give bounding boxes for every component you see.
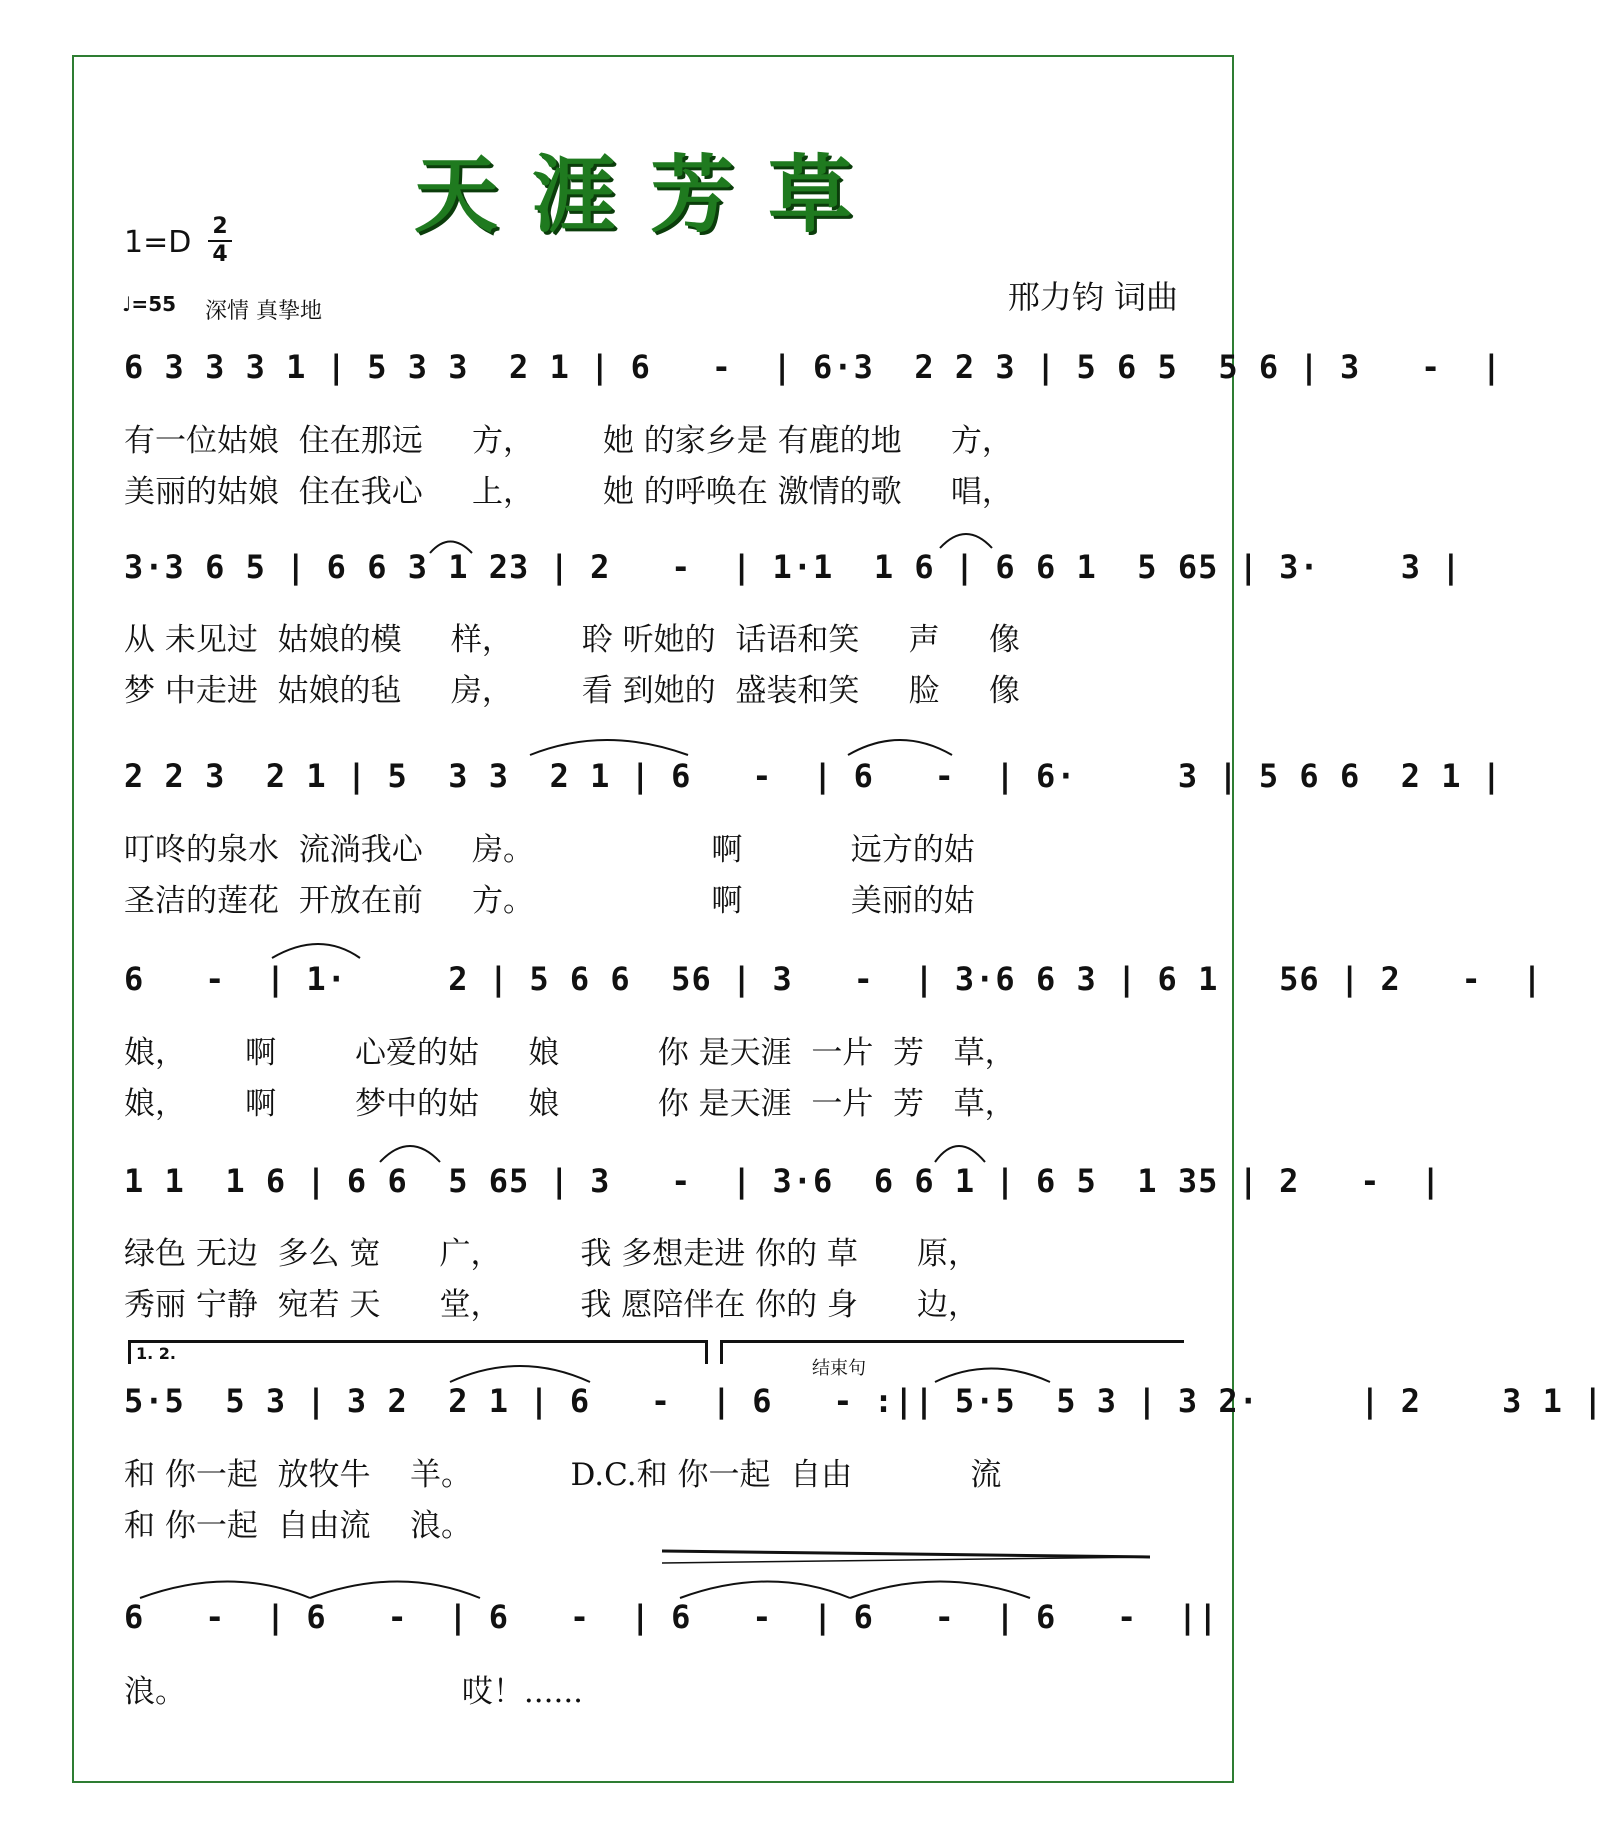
notation-line-2: 3·3 6 5 | 6 6 3 1 23 | 2 - | 1·1 1 6 | 6 6 1 5 65 | 3· 3 | (124, 548, 1462, 586)
slur (380, 1146, 440, 1162)
lyric-line-2-verse-2: 梦 中走进 姑娘的毡 房， 看 到她的 盛装和笑 脸 像 (124, 673, 1020, 709)
notation-line-3: 2 2 3 2 1 | 5 3 3 2 1 | 6 - | 6 - | 6· 3 | 5 6 6 2 1 | (124, 757, 1503, 795)
lyric-line-6-verse-1: 和 你一起 放牧牛 羊。 D.C.和 你一起 自由 流 (124, 1457, 1002, 1493)
expression-mark: 深情 真挚地 (205, 299, 322, 324)
lyric-line-1-verse-2: 美丽的姑娘 住在我心 上， 她 的呼唤在 激情的歌 唱， (124, 474, 1013, 510)
song-title: 天涯芳草 (413, 146, 886, 244)
slur (940, 534, 992, 548)
lyric-line-1-verse-1: 有一位姑娘 住在那远 方， 她 的家乡是 有鹿的地 方， (124, 423, 1013, 459)
slur (430, 542, 472, 554)
slur (850, 1582, 1030, 1599)
slur (935, 1369, 1050, 1383)
lyric-line-6-verse-2: 和 你一起 自由流 浪。 (124, 1508, 472, 1544)
notation-line-7: 6 - | 6 - | 6 - | 6 - | 6 - | 6 - || (124, 1598, 1219, 1636)
slur (140, 1582, 310, 1599)
lyric-line-5-verse-2: 秀丽 宁静 宛若 天 堂， 我 愿陪伴在 你的 身 边， (124, 1287, 980, 1323)
slur (272, 944, 360, 958)
lyric-line-5-verse-1: 绿色 无边 多么 宽 广， 我 多想走进 你的 草 原， (124, 1236, 980, 1272)
coda-label: 结束句 (812, 1358, 866, 1379)
time-signature-bottom: 4 (208, 240, 232, 268)
lyric-line-2-verse-1: 从 未见过 姑娘的模 样， 聆 听她的 话语和笑 声 像 (124, 622, 1020, 658)
notation-line-6: 5·5 5 3 | 3 2 2 1 | 6 - | 6 - :|| 5·5 5 3 | 3 2· | 2 3 1 | (124, 1382, 1603, 1420)
lyric-line-3-verse-2: 圣洁的莲花 开放在前 方。 啊 美丽的姑 (124, 883, 975, 919)
volta-label: 1. 2. (136, 1344, 176, 1363)
notation-line-5: 1 1 1 6 | 6 6 5 65 | 3 - | 3·6 6 6 1 | 6 5 1 35 | 2 - | (124, 1162, 1442, 1200)
slur (530, 740, 688, 755)
slur (848, 740, 952, 755)
time-signature-top: 2 (212, 214, 228, 239)
tempo-mark: ♩=55 (122, 292, 177, 316)
slur (310, 1582, 480, 1599)
composer-credit: 邢力钧 词曲 (1007, 278, 1178, 316)
slur (680, 1582, 850, 1599)
slur (450, 1366, 590, 1382)
lyric-line-4-verse-1: 娘， 啊 心爱的姑 娘 你 是天涯 一片 芳 草， (124, 1035, 1016, 1071)
notation-line-4: 6 - | 1· 2 | 5 6 6 56 | 3 - | 3·6 6 3 | 6 1 56 | 2 - | (124, 960, 1543, 998)
slur (935, 1146, 985, 1162)
notation-line-1: 6 3 3 3 1 | 5 3 3 2 1 | 6 - | 6·3 2 2 3 | 5 6 5 5 6 | 3 - | (124, 348, 1503, 386)
lyric-line-3-verse-1: 叮咚的泉水 流淌我心 房。 啊 远方的姑 (124, 832, 975, 868)
lyric-line-4-verse-2: 娘， 啊 梦中的姑 娘 你 是天涯 一片 芳 草， (124, 1086, 1016, 1122)
key-signature: 1=D (124, 225, 192, 260)
lyric-line-7-verse-1: 浪。 哎！...... (124, 1674, 584, 1710)
